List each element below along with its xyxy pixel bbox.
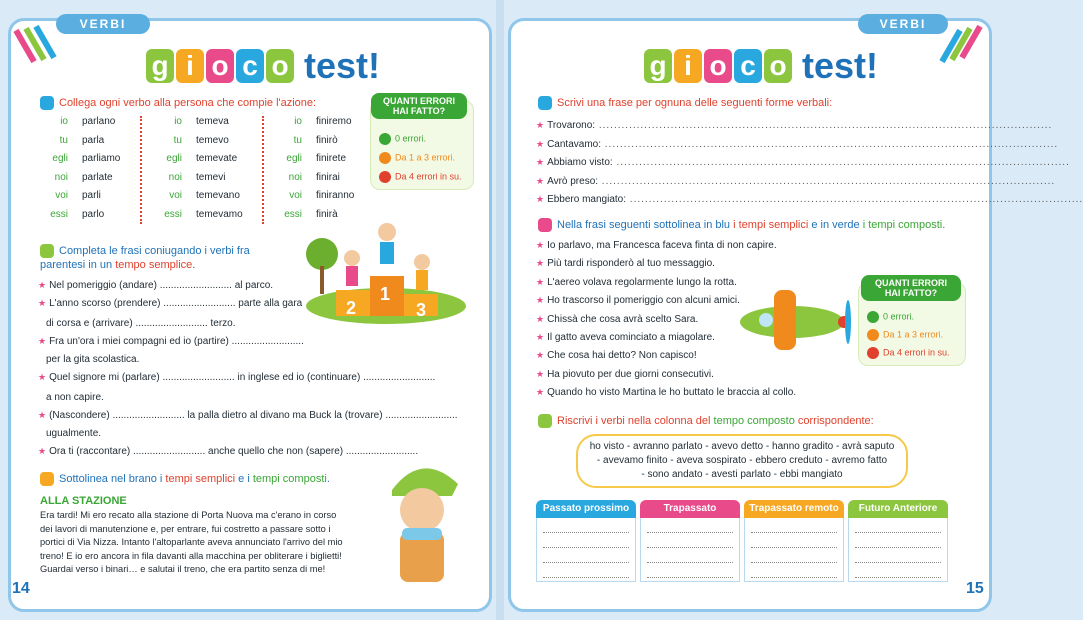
write-sentence-item[interactable]: ★ Avrò preso: ........................................................................................................................ [536, 175, 1056, 187]
star-bullet-icon: ★ [536, 368, 545, 379]
fill-in-line[interactable]: ★ L'anno scorso (prendere) .......................... parte alla gara [38, 298, 303, 309]
story-line: treno! E io ero ancora in fila davanti alla macchina per obliterare i biglietti! [40, 550, 342, 561]
fill-in-line[interactable]: di corsa e (arrivare) .......................... terzo. [46, 318, 236, 329]
star-bullet-icon: ★ [536, 258, 545, 269]
star-bullet-icon: ★ [536, 313, 545, 324]
verb-form[interactable]: finiranno [316, 190, 355, 201]
verb-pronoun[interactable]: noi [168, 171, 182, 183]
sentence-item[interactable]: ★ Più tardi risponderò al tuo messaggio. [536, 258, 715, 270]
table-header: Futuro Anteriore [848, 500, 948, 518]
fill-in-line[interactable]: ★ Fra un'ora i miei compagni ed io (partire) .......................... [38, 336, 304, 347]
podium-third: 3 [416, 300, 427, 320]
sentence-item[interactable]: ★ Il gatto aveva cominciato a miagolare. [536, 332, 715, 343]
write-sentence-item[interactable]: ★ Abbiamo visto: ........................................................................................................................ [536, 157, 1070, 168]
verb-form[interactable]: finirà [316, 208, 338, 220]
answer-line[interactable]: ........................................................................................................................ [601, 138, 1059, 150]
verb-pronoun[interactable]: tu [173, 134, 182, 146]
verb-pronoun[interactable]: voi [55, 190, 68, 201]
answer-line[interactable]: ........................................................................................................................ [598, 175, 1056, 187]
pencil-icon [379, 152, 391, 164]
title-letter: g [146, 49, 174, 83]
verb-pronoun[interactable]: voi [289, 190, 302, 201]
answer-line[interactable] [751, 522, 837, 533]
errors-1-3-item[interactable]: Da 1 a 3 errori. [379, 152, 455, 164]
table-column [848, 518, 948, 582]
title-letter: o [764, 49, 792, 83]
story-line: Guardai verso i binari… e salutai il treno, che era partito senza di me! [40, 564, 326, 575]
title-letter: c [236, 49, 264, 83]
pencil-icon [379, 171, 391, 183]
verb-form[interactable]: temevo [196, 134, 229, 146]
pencil-icon [867, 311, 879, 323]
star-bullet-icon: ★ [536, 194, 545, 204]
star-bullet-icon: ★ [536, 157, 545, 167]
title-letter: o [206, 49, 234, 83]
answer-line[interactable]: ........................................................................................................................ [612, 157, 1070, 168]
title-letter: o [266, 49, 294, 83]
exercise-flower-icon [538, 414, 552, 428]
star-bullet-icon: ★ [536, 120, 545, 130]
podium-second: 2 [346, 298, 357, 318]
star-bullet-icon: ★ [38, 446, 47, 456]
sentence-item[interactable]: ★ Chissà che cosa avrà scelto Sara. [536, 313, 699, 325]
story-line: portici di Via Nizza. Intanto l'altoparlante aveva annunciato l'arrivo del mio [40, 537, 343, 548]
verb-form[interactable]: parliamo [82, 153, 121, 164]
story-line: dei lavori di manutenzione e, per entrare, fui costretto a passare sotto i [40, 523, 331, 534]
exercise-flower-icon [40, 244, 54, 258]
table-header: Trapassato prossimo [640, 500, 740, 518]
write-sentence-item[interactable]: ★ Trovarono: ........................................................................................................................ [536, 120, 1053, 131]
verb-form[interactable]: temevate [196, 153, 238, 164]
r-exercise3-instruction: Riscrivi i verbi nella colonna del tempo composto corrispondente: [538, 414, 874, 428]
table-column [640, 518, 740, 582]
answer-line[interactable]: ........................................................................................................................ [595, 120, 1053, 131]
answer-line[interactable] [543, 522, 629, 533]
table-column [536, 518, 636, 582]
star-bullet-icon: ★ [38, 280, 47, 290]
word-box-line: - sono andato - avesti parlato - ebbi mangiato [641, 469, 843, 480]
star-bullet-icon: ★ [536, 387, 545, 398]
errors-4-plus-item[interactable]: Da 4 errori in su. [867, 347, 950, 359]
fill-in-line[interactable]: ★ Quel signore mi (parlare) .......................... in inglese ed io (continuare) .......................... [38, 372, 436, 383]
book-spine [496, 0, 504, 620]
answer-line[interactable] [751, 567, 837, 578]
verb-form[interactable]: temevi [196, 171, 226, 183]
answer-line[interactable]: ........................................................................................................................ [626, 194, 1083, 205]
star-bullet-icon: ★ [38, 372, 47, 382]
pencil-icon [867, 329, 879, 341]
verb-pronoun[interactable]: tu [59, 134, 68, 146]
answer-line[interactable] [855, 567, 941, 578]
fill-in-line[interactable]: ★ (Nascondere) .......................... la palla dietro al divano ma Buck la (trovare) .......................... [38, 410, 458, 421]
sentence-item[interactable]: ★ Ha piovuto per due giorni consecutivi. [536, 368, 714, 380]
answer-line[interactable] [647, 552, 733, 563]
story-line: Era tardi! Mi ero recato alla stazione di Porta Nuova ma c'erano in corso [40, 510, 337, 520]
verb-pronoun[interactable]: egli [52, 153, 68, 164]
answer-line[interactable] [751, 552, 837, 563]
right-page-number: 15 [966, 580, 984, 597]
write-sentence-item[interactable]: ★ Cantavamo: ........................................................................................................................ [536, 138, 1059, 150]
star-bullet-icon: ★ [38, 298, 47, 308]
answer-line[interactable] [647, 567, 733, 578]
answer-line[interactable] [543, 537, 629, 548]
table-header: Trapassato remoto [744, 500, 844, 518]
verb-pronoun[interactable]: noi [54, 171, 68, 183]
sentence-item[interactable]: ★ Quando ho visto Martina le ho buttato le braccia al collo. [536, 387, 797, 399]
boy-with-cap-illustration [372, 450, 472, 584]
sentence-item[interactable]: ★ Io parlavo, ma Francesca faceva finta di non capire. [536, 240, 777, 251]
title-letter: i [674, 49, 702, 83]
verb-word-box [576, 434, 908, 488]
errors-0-item[interactable]: 0 errori. [867, 311, 914, 323]
star-bullet-icon: ★ [536, 175, 545, 186]
right-section-tab: VERBI [858, 14, 948, 34]
answer-line[interactable] [647, 522, 733, 533]
verb-form[interactable]: parla [82, 134, 105, 146]
left-title [146, 42, 380, 90]
verb-form[interactable]: finirò [316, 134, 338, 146]
fill-in-line[interactable]: ★ Ora ti (raccontare) .......................... anche quello che non (sapere) .......................... [38, 446, 419, 457]
exercise-flower-icon [538, 218, 552, 232]
verb-pronoun[interactable]: io [294, 116, 302, 127]
word-box-line: - avevamo finito - aveva sospirato - ebbero creduto - avremo fatto [596, 455, 888, 466]
sentence-item[interactable]: ★ L'aereo volava regolarmente lungo la rotta. [536, 276, 737, 288]
star-bullet-icon: ★ [536, 350, 545, 361]
star-bullet-icon: ★ [38, 410, 47, 420]
verb-form[interactable]: parlo [82, 208, 105, 220]
title-letter: g [644, 49, 672, 83]
verb-form[interactable]: parlate [82, 171, 113, 183]
verb-form[interactable]: finirete [316, 153, 347, 164]
sentence-item[interactable]: ★ Ho trascorso il pomeriggio con alcuni amici. [536, 295, 740, 307]
pencil-icon [379, 133, 391, 145]
verb-pronoun[interactable]: egli [166, 153, 182, 164]
exercise1-instruction: Collega ogni verbo alla persona che compie l'azione: [40, 96, 316, 110]
verb-pronoun[interactable]: io [174, 116, 182, 127]
verb-pronoun[interactable]: essi [50, 208, 68, 220]
left-section-tab: VERBI [56, 14, 150, 34]
errors-header: QUANTI ERRORI HAI FATTO? [861, 275, 961, 301]
colored-pencils-icon [18, 22, 60, 68]
fill-in-line[interactable]: per la gita scolastica. [46, 354, 140, 365]
verb-form[interactable]: temeva [196, 116, 229, 127]
star-bullet-icon: ★ [38, 336, 47, 346]
exercise3-instruction: Sottolinea nel brano i tempi semplici e i tempi composti. [40, 472, 330, 486]
exercise-flower-icon [40, 472, 54, 486]
verb-pronoun[interactable]: essi [284, 208, 302, 220]
title-test: test! [304, 45, 381, 86]
column-divider [140, 116, 142, 224]
fill-in-line[interactable]: a non capire. [46, 392, 104, 403]
verb-pronoun[interactable]: egli [286, 153, 302, 164]
errors-header: QUANTI ERRORI HAI FATTO? [371, 93, 467, 119]
right-errors-box [858, 278, 966, 366]
title-letter: o [704, 49, 732, 83]
exercise-flower-icon [40, 96, 54, 110]
errors-4-plus-item[interactable]: Da 4 errori in su. [379, 171, 462, 183]
right-title [644, 42, 878, 90]
star-bullet-icon: ★ [536, 295, 545, 306]
answer-line[interactable] [855, 537, 941, 548]
verb-pronoun[interactable]: tu [293, 134, 302, 146]
answer-line[interactable] [855, 552, 941, 563]
verb-form[interactable]: finiremo [316, 116, 352, 127]
verb-pronoun[interactable]: voi [169, 190, 182, 201]
r-exercise2-instruction: Nella frasi seguenti sottolinea in blu i tempi semplici e in verde i tempi composti. [538, 218, 945, 232]
star-bullet-icon: ★ [536, 332, 545, 342]
title-letter: c [734, 49, 762, 83]
exercise2-instruction: Completa le frasi coniugando i verbi fra parentesi in un tempo semplice. [40, 245, 250, 272]
story-text [40, 509, 370, 577]
star-bullet-icon: ★ [536, 240, 545, 250]
answer-line[interactable] [647, 537, 733, 548]
r-exercise1-instruction: Scrivi una frase per ognuna delle seguenti forme verbali: [538, 96, 832, 110]
star-bullet-icon: ★ [536, 138, 545, 149]
left-errors-box [370, 96, 474, 190]
answer-line[interactable] [543, 552, 629, 563]
title-letter: i [176, 49, 204, 83]
colored-pencils-icon [944, 22, 986, 68]
verb-form[interactable]: finirai [316, 171, 340, 183]
table-header: Passato prossimo [536, 500, 636, 518]
verb-pronoun[interactable]: io [60, 116, 68, 127]
fill-in-line[interactable]: ugualmente. [46, 428, 102, 439]
table-column [744, 518, 844, 582]
title-test: test! [802, 45, 879, 86]
podium-first: 1 [380, 284, 391, 304]
answer-line[interactable] [855, 522, 941, 533]
answer-line[interactable] [751, 537, 837, 548]
pencil-icon [867, 347, 879, 359]
exercise-flower-icon [538, 96, 552, 110]
star-bullet-icon: ★ [536, 276, 545, 287]
errors-0-item[interactable]: 0 errori. [379, 133, 426, 145]
verb-form[interactable]: temevano [196, 190, 240, 201]
airplane-illustration [730, 282, 860, 358]
column-divider [262, 116, 264, 224]
verb-form[interactable]: parlano [82, 116, 116, 127]
write-sentence-item[interactable]: ★ Ebbero mangiato: ........................................................................................................................ [536, 194, 1083, 205]
answer-line[interactable] [543, 567, 629, 578]
verb-pronoun[interactable]: noi [288, 171, 302, 183]
fill-in-line[interactable]: ★ Nel pomeriggio (andare) .......................... al parco. [38, 280, 274, 291]
story-title: ALLA STAZIONE [40, 495, 127, 507]
kids-podium-illustration [302, 214, 470, 324]
verb-pronoun[interactable]: essi [164, 208, 182, 220]
verb-form[interactable]: temevamo [196, 208, 243, 220]
errors-1-3-item[interactable]: Da 1 a 3 errori. [867, 329, 943, 341]
word-box-line: ho visto - avranno parlato - avevo detto - hanno gradito - avrà saputo [589, 441, 895, 452]
sentence-item[interactable]: ★ Che cosa hai detto? Non capisco! [536, 350, 697, 362]
verb-form[interactable]: parli [82, 190, 101, 201]
left-page-number: 14 [12, 580, 30, 597]
